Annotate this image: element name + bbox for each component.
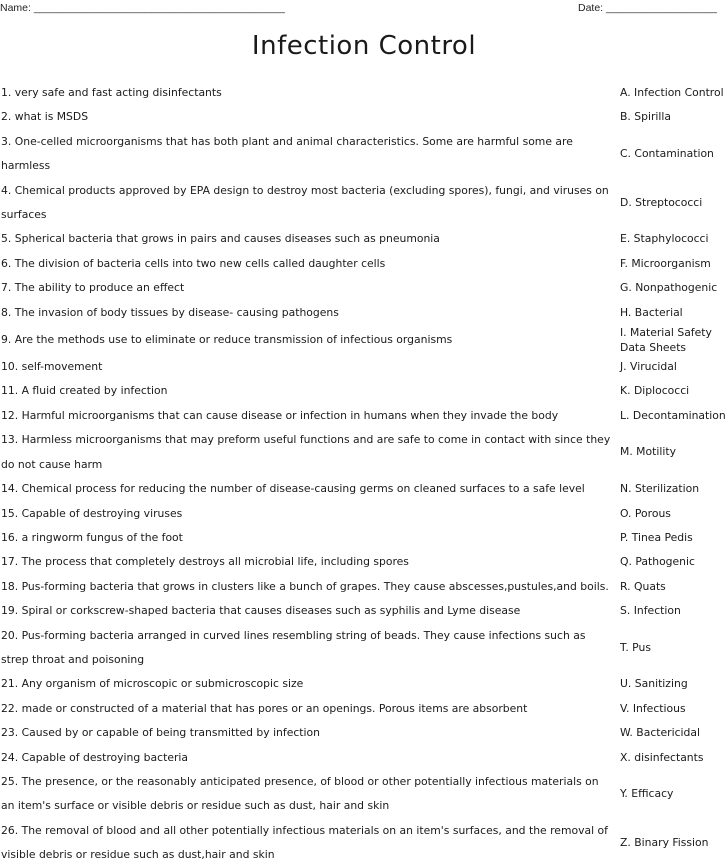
clue-text: 9. Are the methods use to eliminate or reduce transmission of infectious organisms [1,332,453,346]
answer-option: Y. Efficacy [620,787,674,801]
answer-option: H. Bacterial [620,305,683,319]
clue-text: 5. Spherical bacteria that grows in pairs and causes diseases such as pneumonia [1,232,440,246]
answer-option: D. Streptococci [620,195,703,209]
page-title: Infection Control [251,31,477,61]
matching-row [0,179,728,228]
clue-text: 25. The presence, or the reasonably anticipated presence, of blood or other potentially infectious materials on an item's surface or visible debris or residue such as dust, hair and skin [1,774,599,813]
matching-row [0,404,728,428]
matching-row [0,721,728,745]
clue-text: 15. Capable of destroying viruses [1,506,183,520]
matching-row [0,301,728,325]
answer-option: G. Nonpathogenic [620,281,718,295]
clue-text: 16. a ringworm fungus of the foot [1,530,183,544]
answer-option: B. Spirilla [620,110,672,124]
answer-option: V. Infectious [620,701,686,715]
answer-option: C. Contamination [620,147,714,161]
clue-text: 11. A fluid created by infection [1,384,168,398]
clue-text: 7. The ability to produce an effect [1,281,185,295]
date-field-label: Date: ___________________ [578,2,717,14]
matching-row [0,624,728,673]
matching-row [0,599,728,623]
clue-text: 8. The invasion of body tissues by disease- causing pathogens [1,305,339,319]
answer-option: S. Infection [620,604,681,618]
name-field-label: Name: ___________________________________________ [0,2,285,14]
matching-row [0,550,728,574]
answer-option: R. Quats [620,579,666,593]
matching-row [0,672,728,696]
answer-option: T. Pus [620,640,651,654]
matching-row [0,428,728,477]
matching-row [0,252,728,276]
answer-option: U. Sanitizing [620,677,688,691]
clue-text: 2. what is MSDS [1,110,89,124]
matching-row [0,477,728,501]
answer-option: F. Microorganism [620,256,711,270]
matching-row [0,379,728,403]
answer-option: X. disinfectants [620,750,704,764]
clue-text: 24. Capable of destroying bacteria [1,750,189,764]
answer-option: P. Tinea Pedis [620,530,693,544]
answer-option: W. Bactericidal [620,726,700,740]
clue-text: 23. Caused by or capable of being transmitted by infection [1,726,320,740]
answer-option: I. Material Safety Data Sheets [620,326,712,355]
answer-option: Z. Binary Fission [620,835,709,849]
clue-text: 22. made or constructed of a material that has pores or an openings. Porous items are absorbent [1,701,528,715]
matching-list [0,81,728,868]
clue-text: 3. One-celled microorganisms that has both plant and animal characteristics. Some are harmful some are harmless [1,134,573,173]
answer-option: Q. Pathogenic [620,555,695,569]
matching-row [0,575,728,599]
matching-row [0,819,728,868]
clue-text: 13. Harmless microorganisms that may preform useful functions and are safe to come in contact with since they do not cause harm [1,433,611,471]
answer-option: L. Decontamination [620,408,726,422]
answer-option: M. Motility [620,445,676,459]
clue-text: 14. Chemical process for reducing the number of disease-causing germs on cleaned surfaces to a safe level [1,482,585,496]
matching-row [0,697,728,721]
matching-row [0,105,728,129]
matching-row [0,355,728,379]
clue-text: 10. self-movement [1,360,103,374]
clue-text: 4. Chemical products approved by EPA design to destroy most bacteria (excluding spores), fungi, and viruses on surfaces [1,183,609,222]
answer-option: O. Porous [620,506,671,520]
matching-row [0,276,728,300]
matching-row [0,130,728,179]
matching-row [0,227,728,251]
matching-row [0,325,728,355]
clue-text: 17. The process that completely destroys all microbial life, including spores [1,555,409,569]
worksheet-header [0,2,728,16]
matching-row [0,502,728,526]
answer-option: J. Virucidal [620,360,677,374]
clue-text: 6. The division of bacteria cells into two new cells called daughter cells [1,256,386,270]
clue-text: 20. Pus-forming bacteria arranged in curved lines resembling string of beads. They cause infections such as strep throat and poisoning [1,628,586,666]
matching-row [0,81,728,105]
clue-text: 18. Pus-forming bacteria that grows in clusters like a bunch of grapes. They cause abscesses,pustules,and boils. [1,579,609,593]
answer-option: K. Diplococci [620,384,690,398]
clue-text: 12. Harmful microorganisms that can cause disease or infection in humans when they invade the body [1,408,559,422]
answer-option: N. Sterilization [620,482,700,496]
matching-row [0,746,728,770]
clue-text: 21. Any organism of microscopic or submicroscopic size [1,677,304,691]
answer-option: E. Staphylococci [620,232,709,246]
matching-row [0,526,728,550]
answer-option: A. Infection Control [620,86,724,99]
clue-text: 19. Spiral or corkscrew-shaped bacteria that causes diseases such as syphilis and Lyme disease [1,604,521,618]
clue-text: 26. The removal of blood and all other potentially infectious materials on an item's surfaces, and the removal of visible debris or residue such as dust,hair and skin [1,823,608,862]
clue-text: 1. very safe and fast acting disinfectants [1,86,222,99]
matching-row [0,770,728,819]
